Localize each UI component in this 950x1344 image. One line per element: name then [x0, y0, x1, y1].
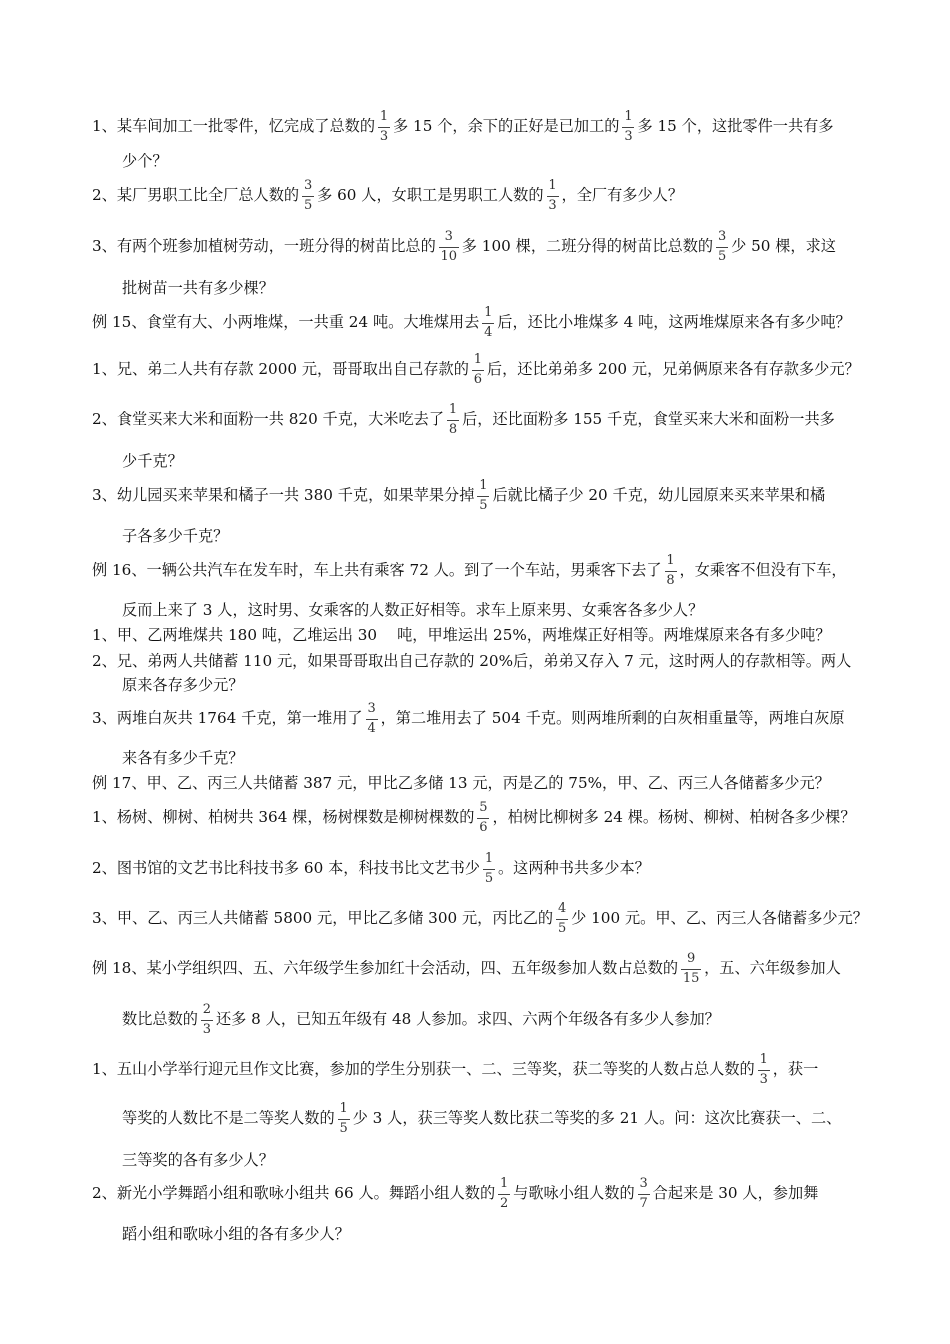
text-line — [92, 625, 831, 645]
text-segment: 后，还比弟弟多 200 元，兄弟俩原来各有存款多少元？ — [486, 360, 860, 378]
fraction-numerator: 3 — [717, 229, 727, 244]
text-line — [122, 1099, 841, 1139]
fraction — [715, 227, 729, 267]
text-segment: 3、两堆白灰共 1764 千克，第一堆用了 — [92, 709, 363, 727]
fraction-numerator: 1 — [484, 851, 494, 866]
text-segment: 例 18、某小学组织四、五、六年级学生参加红十会活动，四、五年级参加人数占总数的 — [92, 959, 679, 977]
fraction-numerator: 1 — [339, 1101, 348, 1116]
text-line — [122, 526, 228, 546]
fraction-denominator: 5 — [479, 498, 488, 513]
text-segment: ，第二堆用去了 504 千克。则两堆所剩的白灰相重量等，两堆白灰原 — [380, 709, 845, 727]
fraction — [481, 303, 495, 343]
text-segment: 多 15 个，余下的正好是已加工的 — [393, 117, 620, 135]
text-segment: 少 100 元。甲、乙、丙三人各储蓄多少元？ — [571, 909, 868, 927]
fraction-bar — [472, 370, 484, 371]
text-segment: 原来各存多少元？ — [122, 676, 244, 694]
fraction-bar — [338, 1119, 350, 1120]
text-segment: 后就比橘子少 20 千克，幼儿园原来买来苹果和橘 — [492, 486, 826, 504]
fraction — [337, 1099, 351, 1139]
fraction-denominator: 7 — [639, 1196, 648, 1211]
fraction — [621, 107, 635, 147]
text-segment: 1、某车间加工一批零件，忆完成了总数的 — [92, 117, 376, 135]
text-segment: 来各有多少千克？ — [122, 749, 244, 767]
fraction — [555, 899, 569, 939]
text-line — [92, 773, 830, 793]
text-line — [92, 949, 841, 989]
text-segment: 1、甲、乙两堆煤共 180 吨，乙堆运出 30 吨，甲堆运出 25%，两堆煤正好相等。两堆煤原来各有多少吨？ — [92, 626, 831, 644]
text-segment: 还多 8 人，已知五年级有 48 人参加。求四、六两个年级各有多少人参加？ — [215, 1010, 720, 1028]
fraction-denominator: 4 — [367, 721, 376, 736]
fraction — [664, 551, 678, 591]
text-line — [122, 748, 244, 768]
text-segment: 少 3 人，获三等奖人数比获二等奖的多 21 人。问：这次比赛获一、二、 — [352, 1109, 842, 1127]
fraction — [471, 350, 485, 390]
fraction — [482, 849, 496, 889]
fraction-bar — [366, 719, 378, 720]
text-line — [92, 849, 650, 889]
text-segment: 少个？ — [122, 152, 168, 170]
fraction-numerator: 1 — [548, 178, 557, 193]
text-segment: 2、食堂买来大米和面粉一共 820 千克，大米吃去了 — [92, 410, 445, 428]
text-segment: 2、图书馆的文艺书比科技书多 60 本，科技书比文艺书少 — [92, 859, 480, 877]
text-segment: 蹈小组和歌咏小组的各有多少人？ — [122, 1225, 350, 1243]
fraction-numerator: 3 — [367, 701, 376, 716]
text-segment: 多 100 棵，二班分得的树苗比总数的 — [461, 237, 714, 255]
fraction-numerator: 3 — [639, 1176, 648, 1191]
fraction-denominator: 3 — [548, 198, 557, 213]
text-segment: 合起来是 30 人，参加舞 — [652, 1184, 819, 1202]
fraction — [546, 176, 560, 216]
fraction-bar — [716, 247, 728, 248]
fraction-denominator: 6 — [473, 372, 483, 387]
fraction-denominator: 5 — [303, 198, 313, 213]
fraction-denominator: 2 — [500, 1196, 509, 1211]
text-line — [122, 278, 274, 298]
text-segment: 数比总数的 — [122, 1010, 198, 1028]
fraction — [476, 798, 490, 838]
fraction-denominator: 3 — [624, 129, 633, 144]
fraction-bar — [665, 571, 677, 572]
text-line — [122, 451, 183, 471]
fraction-denominator: 4 — [484, 325, 493, 340]
text-line — [92, 798, 856, 838]
fraction-bar — [547, 196, 559, 197]
fraction-bar — [758, 1070, 770, 1071]
fraction-bar — [201, 1020, 213, 1021]
text-line — [92, 899, 868, 939]
text-line — [92, 699, 845, 739]
text-line — [92, 350, 860, 390]
fraction-numerator: 3 — [303, 178, 313, 193]
fraction-denominator: 3 — [379, 129, 389, 144]
fraction-bar — [556, 919, 568, 920]
fraction-numerator: 4 — [557, 901, 567, 916]
text-segment: 反而上来了 3 人，这时男、女乘客的人数正好相等。求车上原来男、女乘客各多少人？ — [122, 601, 704, 619]
fraction-bar — [483, 869, 495, 870]
fraction-bar — [477, 496, 489, 497]
text-segment: 2、某厂男职工比全厂总人数的 — [92, 186, 300, 204]
text-segment: 例 15、食堂有大、小两堆煤，一共重 24 吨。大堆煤用去 — [92, 313, 480, 331]
fraction-denominator: 3 — [759, 1072, 768, 1087]
fraction — [365, 699, 379, 739]
fraction-denominator: 5 — [557, 921, 567, 936]
text-segment: 后，还比面粉多 155 千克，食堂买来大米和面粉一共多 — [462, 410, 835, 428]
fraction — [200, 1000, 214, 1040]
text-segment: 1、五山小学举行迎元旦作文比赛，参加的学生分别获一、二、三等奖，获二等奖的人数占总人数的 — [92, 1060, 755, 1078]
text-line — [122, 1224, 350, 1244]
fraction-numerator: 1 — [379, 109, 389, 124]
fraction — [637, 1174, 651, 1214]
text-line — [92, 176, 683, 216]
text-segment: ，全厂有多少人？ — [561, 186, 684, 204]
fraction — [446, 400, 460, 440]
fraction — [301, 176, 315, 216]
text-line — [122, 600, 703, 620]
fraction-numerator: 1 — [473, 352, 483, 367]
text-segment: ，柏树比柳树多 24 棵。杨树、柳树、柏树各多少棵？ — [492, 808, 856, 826]
fraction-denominator: 5 — [339, 1121, 348, 1136]
text-segment: 2、兄、弟两人共储蓄 110 元，如果哥哥取出自己存款的 20%后，弟弟又存入 7 元，这时两人的存款相等。两人 — [92, 652, 852, 670]
text-segment: 多 60 人，女职工是男职工人数的 — [317, 186, 544, 204]
fraction-denominator: 8 — [666, 573, 675, 588]
fraction — [680, 949, 702, 989]
fraction — [377, 107, 391, 147]
text-line — [122, 1000, 720, 1040]
text-line — [122, 151, 168, 171]
fraction-bar — [302, 196, 314, 197]
fraction-numerator: 1 — [666, 553, 675, 568]
text-segment: 2、新光小学舞蹈小组和歌咏小组共 66 人。舞蹈小组人数的 — [92, 1184, 496, 1202]
fraction — [497, 1174, 511, 1214]
fraction-numerator: 3 — [444, 229, 453, 244]
fraction-numerator: 2 — [202, 1002, 212, 1017]
text-line — [92, 476, 825, 516]
fraction-bar — [477, 818, 489, 819]
fraction-denominator: 15 — [682, 971, 700, 986]
fraction-bar — [447, 420, 459, 421]
text-line — [92, 551, 847, 591]
text-segment: ，五、六年级参加人 — [704, 959, 841, 977]
fraction-denominator: 3 — [202, 1022, 212, 1037]
fraction-numerator: 5 — [479, 800, 488, 815]
text-segment: 。这两种书共多少本？ — [497, 859, 650, 877]
text-line — [92, 107, 834, 147]
fraction-numerator: 1 — [500, 1176, 509, 1191]
fraction-numerator: 1 — [448, 402, 458, 417]
fraction-numerator: 1 — [759, 1052, 768, 1067]
text-segment: 例 16、一辆公共汽车在发车时，车上共有乘客 72 人。到了一个车站，男乘客下去了 — [92, 561, 662, 579]
fraction-numerator: 1 — [479, 478, 488, 493]
text-segment: 3、有两个班参加植树劳动，一班分得的树苗比总的 — [92, 237, 436, 255]
text-segment: 例 17、甲、乙、丙三人共储蓄 387 元，甲比乙多储 13 元，丙是乙的 75%，甲、乙、丙三人各储蓄多少元？ — [92, 774, 830, 792]
fraction-bar — [622, 127, 634, 128]
fraction-numerator: 9 — [686, 951, 696, 966]
text-line — [92, 651, 851, 671]
text-line — [92, 227, 836, 267]
fraction-bar — [498, 1194, 510, 1195]
text-segment: 后，还比小堆煤多 4 吨，这两堆煤原来各有多少吨？ — [497, 313, 851, 331]
text-segment: 三等奖的各有多少人？ — [122, 1151, 274, 1169]
fraction-denominator: 8 — [448, 422, 458, 437]
fraction-denominator: 6 — [479, 820, 488, 835]
fraction-numerator: 1 — [624, 109, 633, 124]
text-segment: 1、杨树、柳树、柏树共 364 棵，杨树棵数是柳树棵数的 — [92, 808, 475, 826]
fraction-numerator: 1 — [484, 305, 493, 320]
text-segment: 与歌咏小组人数的 — [513, 1184, 635, 1202]
fraction — [438, 227, 460, 267]
fraction-bar — [482, 323, 494, 324]
text-line — [92, 400, 835, 440]
text-segment: ，获一 — [772, 1060, 819, 1078]
fraction-denominator: 5 — [484, 871, 494, 886]
text-segment: 3、甲、乙、丙三人共储蓄 5800 元，甲比乙多储 300 元，丙比乙的 — [92, 909, 554, 927]
fraction-bar — [378, 127, 390, 128]
text-line — [122, 675, 244, 695]
text-segment: ，女乘客不但没有下车， — [679, 561, 847, 579]
text-segment: 少 50 棵，求这 — [731, 237, 836, 255]
text-segment: 子各多少千克？ — [122, 527, 229, 545]
fraction — [476, 476, 490, 516]
text-segment: 多 15 个，这批零件一共有多 — [637, 117, 834, 135]
fraction-bar — [638, 1194, 650, 1195]
text-segment: 1、兄、弟二人共有存款 2000 元，哥哥取出自己存款的 — [92, 360, 469, 378]
fraction — [757, 1050, 771, 1090]
text-line — [92, 1174, 818, 1214]
text-segment: 少千克？ — [122, 452, 183, 470]
fraction-bar — [439, 247, 459, 248]
fraction-bar — [681, 969, 701, 970]
text-segment: 3、幼儿园买来苹果和橘子一共 380 千克，如果苹果分掉 — [92, 486, 475, 504]
text-line — [92, 303, 851, 343]
text-segment: 批树苗一共有多少棵？ — [122, 279, 274, 297]
text-line — [122, 1150, 274, 1170]
text-segment: 等奖的人数比不是二等奖人数的 — [122, 1109, 335, 1127]
fraction-denominator: 5 — [717, 249, 727, 264]
fraction-denominator: 10 — [440, 249, 458, 264]
text-line — [92, 1050, 818, 1090]
